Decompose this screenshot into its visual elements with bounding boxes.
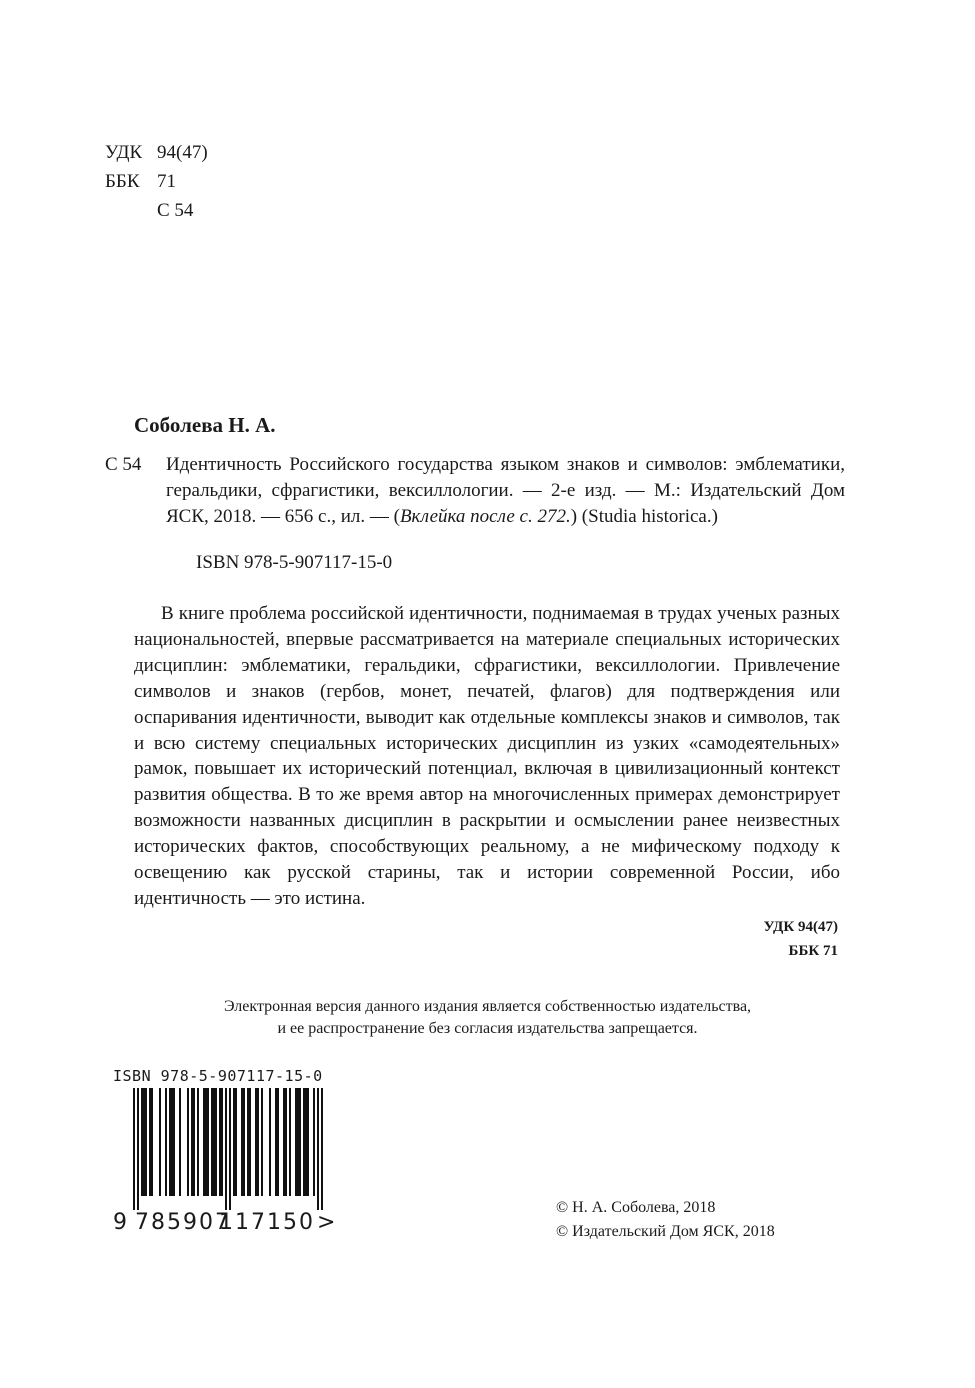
- catalog-entry: [105, 452, 845, 530]
- barcode-bar: [203, 1088, 205, 1196]
- barcode-bar: [173, 1088, 175, 1196]
- barcode-bar: [277, 1088, 279, 1196]
- barcode-right-group: 117150: [219, 1210, 315, 1235]
- isbn-line: ISBN 978-5-907117-15-0: [196, 552, 393, 573]
- udk-value: 94(47): [157, 142, 208, 163]
- barcode-bar: [151, 1088, 153, 1196]
- barcode-bar: [247, 1088, 249, 1196]
- author-mark: С 54: [157, 200, 194, 221]
- bbk-value: 71: [157, 171, 176, 192]
- barcode-bar: [313, 1088, 315, 1196]
- catalog-code: С 54: [105, 454, 142, 475]
- barcode-bar: [257, 1088, 259, 1196]
- author-mark-row: [105, 196, 208, 225]
- bbk-label: ББК: [105, 171, 140, 192]
- barcode-bar: [187, 1088, 189, 1196]
- barcode-bar: [321, 1088, 323, 1210]
- copyright-publisher: © Издательский Дом ЯСК, 2018: [556, 1223, 775, 1240]
- barcode-bar: [317, 1088, 319, 1210]
- barcode-bar: [289, 1088, 291, 1196]
- barcode-bar: [141, 1088, 143, 1196]
- barcode-bar: [193, 1088, 195, 1196]
- barcode-bar: [307, 1088, 309, 1196]
- barcode-digits: [113, 1210, 338, 1236]
- barcode-quiet-mark: >: [317, 1210, 336, 1235]
- barcode-isbn-text: ISBN 978-5-907117-15-0: [113, 1067, 323, 1085]
- udk-code-right: УДК 94(47): [763, 919, 838, 935]
- barcode-bar: [305, 1088, 307, 1196]
- barcode-bar: [205, 1088, 207, 1196]
- catalog-text-end: ) (Studia historica.): [570, 506, 718, 527]
- barcode-bar: [215, 1088, 217, 1196]
- barcode-bar: [275, 1088, 277, 1196]
- classification-block: [105, 138, 208, 225]
- barcode-bar: [197, 1088, 199, 1196]
- author-heading: Соболева Н. А.: [134, 413, 276, 437]
- copyright-block: [556, 1196, 775, 1244]
- barcode-bar: [169, 1088, 171, 1196]
- barcode-bar: [213, 1088, 215, 1196]
- catalog-description: [166, 452, 845, 530]
- barcode-graphic: [113, 1088, 338, 1210]
- copyright-author: © Н. А. Соболева, 2018: [556, 1199, 716, 1216]
- barcode-bar: [133, 1088, 135, 1210]
- notice-line-2: и ее распространение без согласия издательства запрещается.: [277, 1020, 698, 1037]
- barcode-bar: [221, 1088, 223, 1196]
- notice-line-1: Электронная версия данного издания является собственностью издательства,: [223, 998, 752, 1015]
- barcode-bar: [299, 1088, 301, 1196]
- barcode-bar: [171, 1088, 173, 1196]
- barcode-bar: [243, 1088, 245, 1196]
- catalog-text-main: Идентичность Российского государства языком знаков и символов: эмблематики, геральдики, сфрагистики, вексиллологии. — 2-е изд. — М.: Издательский Дом ЯСК, 2018. — 656 с., ил. — (: [166, 454, 845, 527]
- barcode-bar: [303, 1088, 305, 1196]
- barcode-bar: [207, 1088, 209, 1196]
- barcode-left-group: 785907: [135, 1210, 231, 1235]
- barcode-bar: [149, 1088, 151, 1196]
- barcode-bar: [159, 1088, 161, 1196]
- udk-row: [105, 138, 208, 167]
- bbk-row: [105, 167, 208, 196]
- barcode-bar: [295, 1088, 297, 1196]
- barcode-bar: [241, 1088, 243, 1196]
- barcode-bar: [145, 1088, 147, 1196]
- barcode-bar: [269, 1088, 271, 1196]
- barcode-bar: [297, 1088, 299, 1196]
- barcode-bar: [261, 1088, 263, 1196]
- barcode-bar: [219, 1088, 221, 1196]
- barcode-bar: [249, 1088, 251, 1196]
- barcode-block: [113, 1067, 338, 1236]
- copyright-notice: [0, 996, 975, 1040]
- barcode-bar: [165, 1088, 167, 1196]
- barcode-bar: [179, 1088, 181, 1196]
- barcode-bar: [285, 1088, 287, 1196]
- barcode-bar: [191, 1088, 193, 1196]
- barcode-bar: [235, 1088, 237, 1196]
- barcode-bar: [229, 1088, 231, 1210]
- right-codes: [764, 915, 838, 963]
- barcode-bar: [225, 1088, 227, 1210]
- bbk-code-right: ББК 71: [788, 943, 838, 959]
- barcode-bar: [255, 1088, 257, 1196]
- barcode-bar: [233, 1088, 235, 1196]
- barcode-bar: [143, 1088, 145, 1196]
- catalog-text-italic: Вклейка после с. 272.: [399, 506, 571, 527]
- abstract-paragraph: В книге проблема российской идентичности, поднимаемая в трудах ученых разных национальностей, впервые рассматривается на материале специальных исторических дисциплин: эмблематики, геральдики, сфрагистики, вексиллологии. Привлечение символов и знаков (гербов, монет, печатей, флагов) для подтверждения или оспаривания идентичности, выводит как отдельные комплексы знаков и символов, так и всю систему специальных исторических дисциплин из узких «самодеятельных» рамок, повышает их исторический потенциал, включая в цивилизационный контекст развития общества. В то же время автор на многочисленных примерах демонстрирует возможности названных дисциплин в раскрытии и осмыслении ранее неизвестных исторических фактов, способствующих реальному, а не мифическому подходу к освещению как русской старины, так и истории современной России, ибо идентичность — это истина.: [134, 603, 840, 909]
- barcode-first-digit: 9: [113, 1210, 127, 1235]
- barcode-bar: [283, 1088, 285, 1196]
- barcode-bar: [137, 1088, 139, 1210]
- udk-label: УДК: [105, 142, 143, 163]
- barcode-bar: [211, 1088, 213, 1196]
